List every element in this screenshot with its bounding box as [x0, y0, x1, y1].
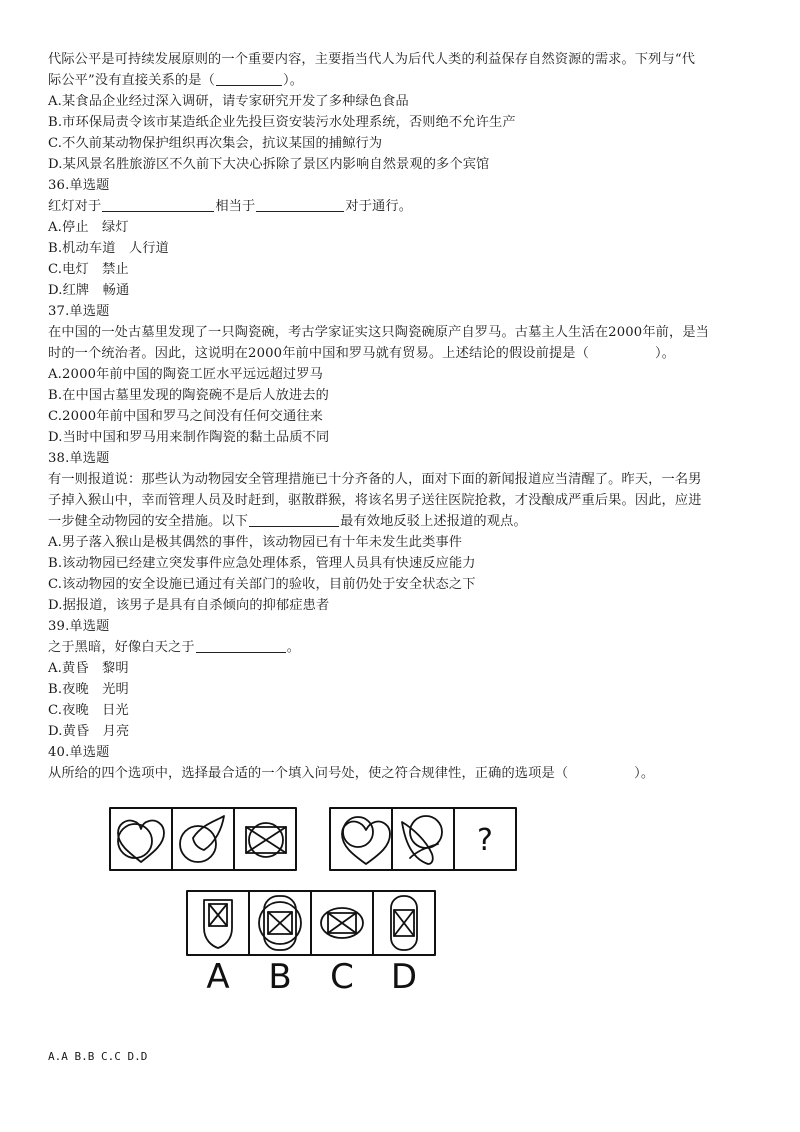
q35-option-d[interactable]: D.某风景名胜旅游区不久前下大决心拆除了景区内影响自然景观的多个宾馆 — [48, 157, 490, 172]
cell-heart-circle — [118, 821, 164, 862]
q37-option-d[interactable]: D.当时中国和罗马用来制作陶瓷的黏土品质不同 — [48, 430, 330, 445]
cell-leaf-circle-2 — [402, 816, 442, 864]
q36-option-d[interactable]: D.红牌 畅通 — [48, 283, 130, 298]
q39-header: 39.单选题 — [48, 619, 110, 634]
q38-option-d[interactable]: D.据报道，该男子是具有自杀倾向的抑郁症患者 — [48, 598, 330, 613]
q39-stem: 之于黑暗，好像白天之于 。 — [48, 640, 301, 655]
q40-answer-options[interactable]: A.A B.B C.C D.D — [48, 1050, 148, 1063]
figure-label-c: C — [330, 957, 354, 997]
figure-label-a: A — [206, 957, 230, 997]
answer-blank — [249, 512, 339, 527]
cell-circle-leaf — [180, 816, 224, 862]
q38-option-c[interactable]: C.该动物园的安全设施已通过有关部门的验收，目前仍处于安全状态之下 — [48, 577, 476, 592]
q35-option-a[interactable]: A.某食品企业经过深入调研，请专家研究开发了多种绿色食品 — [48, 94, 409, 109]
answer-blank — [216, 71, 282, 86]
q38-stem-line3: 一步健全动物园的安全措施。以下 最有效地反驳上述报道的观点。 — [48, 514, 527, 529]
q35-stem-line1: 代际公平是可持续发展原则的一个重要内容，主要指当代人为后代人类的利益保存自然资源的需求。下列与“代 — [48, 52, 696, 67]
option-a-figure — [204, 900, 232, 948]
answer-blank — [256, 197, 344, 212]
q38-option-b[interactable]: B.该动物园已经建立突发事件应急处理体系，管理人员具有快速反应能力 — [48, 556, 476, 571]
puzzle-options-row — [187, 891, 435, 955]
q37-stem-line1: 在中国的一处古墓里发现了一只陶瓷碗，考古学家证实这只陶瓷碗原产自罗马。古墓主人生活在2000年前，是当 — [48, 325, 710, 340]
q36-option-c[interactable]: C.电灯 禁止 — [48, 262, 129, 277]
option-c-figure — [321, 908, 363, 938]
puzzle-row1-group2 — [330, 808, 516, 870]
q36-stem: 红灯对于 相当于 对于通行。 — [48, 199, 413, 214]
answer-blank — [590, 345, 654, 359]
q39-option-c[interactable]: C.夜晚 日光 — [48, 703, 129, 718]
q38-stem-line1: 有一则报道说：那些认为动物园安全管理措施已十分齐备的人，面对下面的新闻报道应当清醒了。昨天，一名男 — [48, 472, 702, 487]
q40-stem: 从所给的四个选项中，选择最合适的一个填入问号处，使之符合规律性，正确的选项是（ ）。 — [48, 766, 655, 781]
answer-blank — [102, 197, 214, 212]
answer-blank — [196, 638, 286, 653]
q38-header: 38.单选题 — [48, 451, 110, 466]
question-mark: ? — [477, 823, 493, 858]
q39-option-a[interactable]: A.黄昏 黎明 — [48, 661, 129, 676]
q35-stem-line2: 际公平”没有直接关系的是（ ）。 — [48, 73, 304, 88]
q38-stem-line2: 子掉入猴山中，幸而管理人员及时赶到，驱散群猴，将该名男子送往医院抢救，才没酿成严重后果。因此，应进 — [48, 493, 702, 508]
q37-stem-line2: 时的一个统治者。因此，这说明在2000年前中国和罗马就有贸易。上述结论的假设前提是（ ）。 — [48, 346, 676, 361]
q36-option-b[interactable]: B.机动车道 人行道 — [48, 241, 169, 256]
puzzle-row1-group1 — [110, 808, 296, 870]
q37-header: 37.单选题 — [48, 304, 110, 319]
q35-option-b[interactable]: B.市环保局责令该市某造纸企业先投巨资安装污水处理系统，否则绝不允许生产 — [48, 115, 516, 130]
q37-option-b[interactable]: B.在中国古墓里发现的陶瓷碗不是后人放进去的 — [48, 388, 329, 403]
q39-option-d[interactable]: D.黄昏 月亮 — [48, 724, 130, 739]
cell-heart-circle-2 — [342, 817, 390, 864]
option-b-figure — [259, 896, 301, 950]
q37-option-c[interactable]: C.2000年前中国和罗马之间没有任何交通往来 — [48, 409, 324, 424]
cell-rect-x-circle — [246, 823, 286, 857]
answer-blank — [569, 765, 633, 779]
q36-header: 36.单选题 — [48, 178, 110, 193]
figure-label-d: D — [390, 957, 418, 997]
q40-header: 40.单选题 — [48, 745, 110, 760]
q38-option-a[interactable]: A.男子落入猴山是极其偶然的事件，该动物园已有十年未发生此类事件 — [48, 535, 463, 550]
q35-option-c[interactable]: C.不久前某动物保护组织再次集会，抗议某国的捕鲸行为 — [48, 136, 383, 151]
q39-option-b[interactable]: B.夜晚 光明 — [48, 682, 129, 697]
figure-label-b: B — [268, 957, 292, 997]
option-d-figure — [391, 896, 417, 950]
q37-option-a[interactable]: A.2000年前中国的陶瓷工匠水平远远超过罗马 — [48, 367, 323, 382]
q36-option-a[interactable]: A.停止 绿灯 — [48, 220, 129, 235]
q40-figure-puzzle — [100, 800, 520, 1000]
